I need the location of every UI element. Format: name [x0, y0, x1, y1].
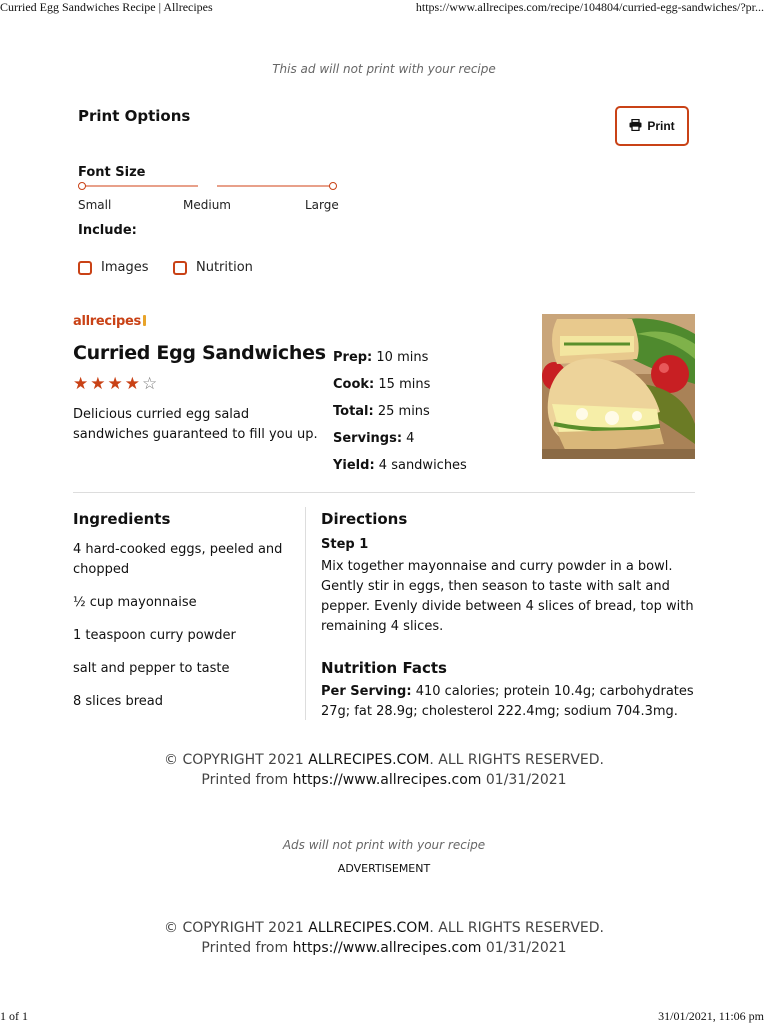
size-large-label[interactable]: Large	[305, 198, 339, 212]
step-text: Mix together mayonnaise and curry powder in a bowl. Gently stir in eggs, then season to taste with salt and pepper. Evenly divide between 4 slices of bread, top with remaining 4 slices.	[321, 559, 694, 634]
copyright-site-link[interactable]: ALLRECIPES.COM	[308, 920, 430, 936]
star-filled-icon: ★	[124, 374, 142, 394]
recipe-description: Delicious curried egg salad sandwiches guaranteed to fill you up.	[73, 407, 318, 442]
slider-track-left	[84, 185, 198, 187]
printed-date: 01/31/2021	[481, 940, 567, 956]
font-size-label: Font Size	[78, 165, 146, 180]
ingredient-item: 1 teaspoon curry powder	[73, 628, 236, 643]
section-divider	[73, 492, 695, 493]
per-serving-label: Per Serving:	[321, 684, 412, 699]
size-medium-label[interactable]: Medium	[183, 198, 231, 212]
printed-from-line	[0, 770, 768, 790]
printed-from-link[interactable]: https://www.allrecipes.com	[292, 940, 482, 956]
column-divider	[305, 507, 306, 720]
page-url-header: https://www.allrecipes.com/recipe/104804/curried-egg-sandwiches/?pr...	[415, 0, 764, 14]
print-button[interactable]	[615, 106, 689, 146]
fact-value: 4	[406, 431, 415, 446]
printed-from-line	[0, 938, 768, 958]
slider-handle-large[interactable]	[329, 182, 337, 190]
copyright-line	[0, 918, 768, 938]
fact-label: Servings:	[333, 431, 403, 446]
star-filled-icon: ★	[73, 374, 91, 394]
ingredients-list	[73, 540, 298, 725]
include-label: Include:	[78, 223, 137, 238]
ad-notice-top: This ad will not print with your recipe	[272, 62, 496, 76]
logo-spoon-icon	[143, 315, 146, 326]
fact-label: Total:	[333, 404, 374, 419]
copyright-suffix: . ALL RIGHTS RESERVED.	[429, 920, 604, 936]
print-button-label: Print	[647, 119, 675, 133]
copyright-block	[0, 918, 768, 958]
advertisement-label: ADVERTISEMENT	[337, 862, 431, 875]
fact-total	[333, 398, 467, 425]
slider-handle-small[interactable]	[78, 182, 86, 190]
fact-label: Yield:	[333, 458, 375, 473]
ad-notice-bottom: Ads will not print with your recipe	[282, 838, 486, 852]
include-images-checkbox[interactable]	[78, 260, 149, 275]
recipe-facts	[333, 344, 467, 479]
fact-servings	[333, 425, 467, 452]
fact-cook	[333, 371, 467, 398]
checkbox-nutrition-label: Nutrition	[196, 260, 253, 275]
star-empty-icon: ☆	[142, 374, 160, 394]
fact-prep	[333, 344, 467, 371]
checkbox-nutrition-box[interactable]	[173, 261, 187, 275]
checkbox-images-label: Images	[101, 260, 149, 275]
nutrition-text	[321, 682, 696, 722]
ingredient-item: ½ cup mayonnaise	[73, 595, 197, 610]
copyright-line	[0, 750, 768, 770]
step-label: Step 1	[321, 537, 369, 552]
copyright-suffix: . ALL RIGHTS RESERVED.	[429, 752, 604, 768]
printed-from-link[interactable]: https://www.allrecipes.com	[292, 772, 482, 788]
copyright-prefix: © COPYRIGHT 2021	[164, 920, 309, 936]
ingredient-item: 8 slices bread	[73, 694, 163, 709]
allrecipes-logo	[73, 314, 146, 329]
printed-from-label: Printed from	[201, 940, 293, 956]
fact-value: 10 mins	[376, 350, 429, 365]
print-datetime-footer: 31/01/2021, 11:06 pm	[658, 1009, 764, 1023]
ingredient-item: salt and pepper to taste	[73, 661, 230, 676]
star-filled-icon: ★	[107, 374, 125, 394]
ingredient-item: 4 hard-cooked eggs, peeled and chopped	[73, 542, 283, 577]
nutrition-heading: Nutrition Facts	[321, 659, 447, 677]
page-title-header: Curried Egg Sandwiches Recipe | Allrecipes	[0, 0, 213, 14]
font-size-slider[interactable]	[78, 181, 336, 191]
nutrition-values: 410 calories; protein 10.4g; carbohydrates 27g; fat 28.9g; cholesterol 222.4mg; sodium 704.3mg.	[321, 684, 694, 719]
copyright-prefix: © COPYRIGHT 2021	[164, 752, 309, 768]
ingredients-heading: Ingredients	[73, 510, 171, 528]
size-small-label[interactable]: Small	[78, 198, 112, 212]
fact-yield	[333, 452, 467, 479]
fact-label: Prep:	[333, 350, 373, 365]
fact-value: 15 mins	[378, 377, 431, 392]
logo-text: allrecipes	[73, 314, 141, 329]
checkbox-images-box[interactable]	[78, 261, 92, 275]
fact-value: 4 sandwiches	[378, 458, 467, 473]
slider-track-right	[217, 185, 330, 187]
recipe-photo	[542, 314, 695, 459]
copyright-block	[0, 750, 768, 790]
star-rating	[73, 374, 159, 394]
printed-date: 01/31/2021	[481, 772, 567, 788]
star-filled-icon: ★	[90, 374, 108, 394]
fact-label: Cook:	[333, 377, 375, 392]
printer-icon	[629, 119, 642, 134]
copyright-site-link[interactable]: ALLRECIPES.COM	[308, 752, 430, 768]
recipe-title: Curried Egg Sandwiches	[73, 342, 326, 364]
include-nutrition-checkbox[interactable]	[173, 260, 253, 275]
fact-value: 25 mins	[377, 404, 430, 419]
directions-heading: Directions	[321, 510, 408, 528]
printed-from-label: Printed from	[201, 772, 293, 788]
print-options-heading: Print Options	[78, 107, 191, 125]
page-count-footer: 1 of 1	[0, 1009, 28, 1023]
